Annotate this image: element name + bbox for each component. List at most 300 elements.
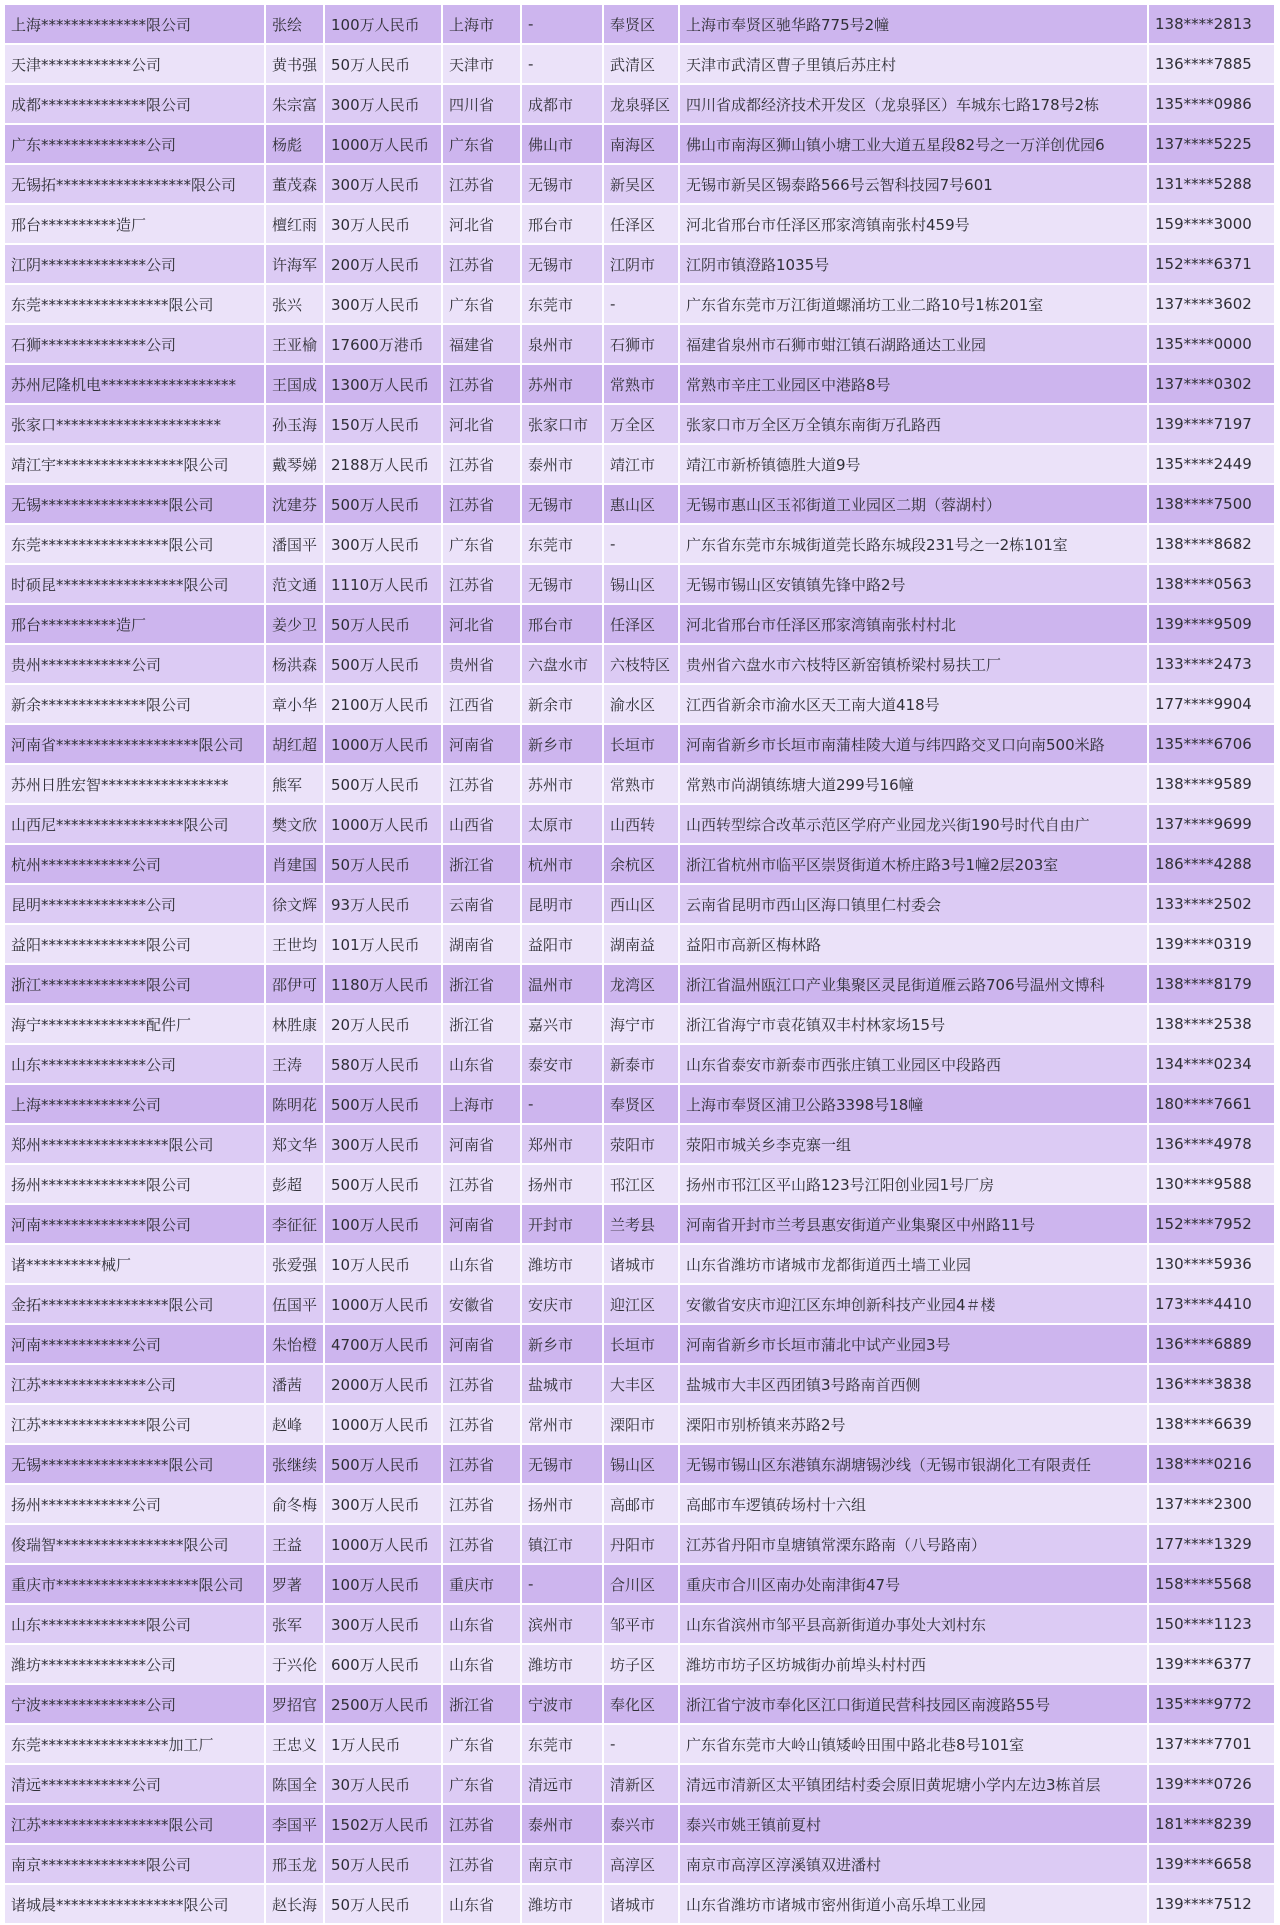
address-cell: 上海市奉贤区驰华路775号2幢 <box>679 5 1148 44</box>
table-row <box>5 1164 1275 1204</box>
legal-person-cell: 张兴 <box>265 284 324 324</box>
district-cell: 南海区 <box>603 124 679 164</box>
city-cell: - <box>521 1084 603 1124</box>
district-cell: 荥阳市 <box>603 1124 679 1164</box>
registered-capital-cell: 30万人民币 <box>324 1764 442 1804</box>
address-cell: 靖江市新桥镇德胜大道9号 <box>679 444 1148 484</box>
province-cell: 山东省 <box>442 1604 521 1644</box>
address-cell: 山东省潍坊市诸城市密州街道小高乐埠工业园 <box>679 1884 1148 1924</box>
company-name-cell: 东莞*****************限公司 <box>5 524 265 564</box>
registered-capital-cell: 10万人民币 <box>324 1244 442 1284</box>
phone-cell: 158****5568 <box>1148 1564 1275 1604</box>
city-cell: 邢台市 <box>521 204 603 244</box>
address-cell: 四川省成都经济技术开发区（龙泉驿区）车城东七路178号2栋 <box>679 84 1148 124</box>
city-cell: 清远市 <box>521 1764 603 1804</box>
table-row <box>5 764 1275 804</box>
company-name-cell: 无锡拓******************限公司 <box>5 164 265 204</box>
province-cell: 重庆市 <box>442 1564 521 1604</box>
registered-capital-cell: 2000万人民币 <box>324 1364 442 1404</box>
company-table-container <box>5 5 1275 1925</box>
district-cell: 清新区 <box>603 1764 679 1804</box>
legal-person-cell: 樊文欣 <box>265 804 324 844</box>
address-cell: 益阳市高新区梅林路 <box>679 924 1148 964</box>
company-name-cell: 成都**************限公司 <box>5 84 265 124</box>
table-row <box>5 164 1275 204</box>
company-name-cell: 河南省*******************限公司 <box>5 724 265 764</box>
table-row <box>5 1124 1275 1164</box>
address-cell: 福建省泉州市石狮市蚶江镇石湖路通达工业园 <box>679 324 1148 364</box>
registered-capital-cell: 580万人民币 <box>324 1044 442 1084</box>
address-cell: 河北省邢台市任泽区邢家湾镇南张村村北 <box>679 604 1148 644</box>
phone-cell: 136****6889 <box>1148 1324 1275 1364</box>
phone-cell: 137****2300 <box>1148 1484 1275 1524</box>
registered-capital-cell: 1180万人民币 <box>324 964 442 1004</box>
phone-cell: 135****0986 <box>1148 84 1275 124</box>
province-cell: 江苏省 <box>442 1804 521 1844</box>
phone-cell: 180****7661 <box>1148 1084 1275 1124</box>
province-cell: 天津市 <box>442 44 521 84</box>
phone-cell: 138****6639 <box>1148 1404 1275 1444</box>
city-cell: 泰州市 <box>521 1804 603 1844</box>
district-cell: 迎江区 <box>603 1284 679 1324</box>
phone-cell: 138****0216 <box>1148 1444 1275 1484</box>
address-cell: 溧阳市别桥镇来苏路2号 <box>679 1404 1148 1444</box>
company-name-cell: 江苏**************限公司 <box>5 1404 265 1444</box>
legal-person-cell: 李国平 <box>265 1804 324 1844</box>
registered-capital-cell: 1000万人民币 <box>324 1404 442 1444</box>
table-row <box>5 1044 1275 1084</box>
province-cell: 江苏省 <box>442 1364 521 1404</box>
table-row <box>5 404 1275 444</box>
table-row <box>5 1284 1275 1324</box>
company-name-cell: 东莞*****************加工厂 <box>5 1724 265 1764</box>
city-cell: 潍坊市 <box>521 1244 603 1284</box>
address-cell: 无锡市锡山区东港镇东湖塘锡沙线（无锡市银湖化工有限责任 <box>679 1444 1148 1484</box>
phone-cell: 139****9509 <box>1148 604 1275 644</box>
registered-capital-cell: 2500万人民币 <box>324 1684 442 1724</box>
legal-person-cell: 俞冬梅 <box>265 1484 324 1524</box>
registered-capital-cell: 500万人民币 <box>324 644 442 684</box>
city-cell: 益阳市 <box>521 924 603 964</box>
province-cell: 山东省 <box>442 1044 521 1084</box>
table-row <box>5 844 1275 884</box>
district-cell: 溧阳市 <box>603 1404 679 1444</box>
phone-cell: 139****6377 <box>1148 1644 1275 1684</box>
company-name-cell: 无锡*****************限公司 <box>5 1444 265 1484</box>
company-name-cell: 苏州日胜宏智***************** <box>5 764 265 804</box>
phone-cell: 134****0234 <box>1148 1044 1275 1084</box>
company-name-cell: 江阴**************公司 <box>5 244 265 284</box>
city-cell: 邢台市 <box>521 604 603 644</box>
registered-capital-cell: 50万人民币 <box>324 1884 442 1924</box>
province-cell: 河北省 <box>442 404 521 444</box>
province-cell: 上海市 <box>442 5 521 44</box>
company-name-cell: 上海**************限公司 <box>5 5 265 44</box>
district-cell: 常熟市 <box>603 364 679 404</box>
legal-person-cell: 张军 <box>265 1604 324 1644</box>
legal-person-cell: 徐文辉 <box>265 884 324 924</box>
legal-person-cell: 赵长海 <box>265 1884 324 1924</box>
legal-person-cell: 郑文华 <box>265 1124 324 1164</box>
company-name-cell: 杭州************公司 <box>5 844 265 884</box>
province-cell: 广东省 <box>442 124 521 164</box>
city-cell: 嘉兴市 <box>521 1004 603 1044</box>
registered-capital-cell: 500万人民币 <box>324 1164 442 1204</box>
address-cell: 江西省新余市渝水区天工南大道418号 <box>679 684 1148 724</box>
city-cell: 东莞市 <box>521 524 603 564</box>
address-cell: 常熟市尚湖镇练塘大道299号16幢 <box>679 764 1148 804</box>
address-cell: 浙江省海宁市袁花镇双丰村林家场15号 <box>679 1004 1148 1044</box>
province-cell: 湖南省 <box>442 924 521 964</box>
registered-capital-cell: 2100万人民币 <box>324 684 442 724</box>
table-row <box>5 564 1275 604</box>
company-name-cell: 浙江**************限公司 <box>5 964 265 1004</box>
province-cell: 江西省 <box>442 684 521 724</box>
district-cell: 大丰区 <box>603 1364 679 1404</box>
province-cell: 江苏省 <box>442 1484 521 1524</box>
company-name-cell: 金拓*****************限公司 <box>5 1284 265 1324</box>
city-cell: - <box>521 5 603 44</box>
province-cell: 江苏省 <box>442 764 521 804</box>
legal-person-cell: 潘国平 <box>265 524 324 564</box>
company-name-cell: 苏州尼隆机电****************** <box>5 364 265 404</box>
table-row <box>5 1644 1275 1684</box>
province-cell: 浙江省 <box>442 964 521 1004</box>
registered-capital-cell: 1300万人民币 <box>324 364 442 404</box>
phone-cell: 133****2473 <box>1148 644 1275 684</box>
table-row <box>5 964 1275 1004</box>
legal-person-cell: 张爱强 <box>265 1244 324 1284</box>
company-name-cell: 诸城晨*****************限公司 <box>5 1884 265 1924</box>
legal-person-cell: 邵伊可 <box>265 964 324 1004</box>
district-cell: 任泽区 <box>603 204 679 244</box>
phone-cell: 139****6658 <box>1148 1844 1275 1884</box>
table-row <box>5 244 1275 284</box>
province-cell: 江苏省 <box>442 1164 521 1204</box>
legal-person-cell: 伍国平 <box>265 1284 324 1324</box>
table-row <box>5 444 1275 484</box>
legal-person-cell: 檀红雨 <box>265 204 324 244</box>
legal-person-cell: 潘茜 <box>265 1364 324 1404</box>
table-row <box>5 1324 1275 1364</box>
registered-capital-cell: 300万人民币 <box>324 84 442 124</box>
district-cell: 兰考县 <box>603 1204 679 1244</box>
district-cell: 奉贤区 <box>603 5 679 44</box>
province-cell: 河南省 <box>442 724 521 764</box>
legal-person-cell: 陈明花 <box>265 1084 324 1124</box>
address-cell: 山东省泰安市新泰市西张庄镇工业园区中段路西 <box>679 1044 1148 1084</box>
registered-capital-cell: 300万人民币 <box>324 1604 442 1644</box>
registered-capital-cell: 2188万人民币 <box>324 444 442 484</box>
address-cell: 重庆市合川区南办处南津街47号 <box>679 1564 1148 1604</box>
table-row <box>5 1524 1275 1564</box>
city-cell: 新余市 <box>521 684 603 724</box>
address-cell: 浙江省宁波市奉化区江口街道民营科技园区南渡路55号 <box>679 1684 1148 1724</box>
phone-cell: 181****8239 <box>1148 1804 1275 1844</box>
address-cell: 浙江省杭州市临平区崇贤街道木桥庄路3号1幢2层203室 <box>679 844 1148 884</box>
city-cell: 新乡市 <box>521 724 603 764</box>
phone-cell: 137****0302 <box>1148 364 1275 404</box>
company-name-cell: 清远************公司 <box>5 1764 265 1804</box>
table-row <box>5 1724 1275 1764</box>
registered-capital-cell: 4700万人民币 <box>324 1324 442 1364</box>
legal-person-cell: 王益 <box>265 1524 324 1564</box>
legal-person-cell: 陈国全 <box>265 1764 324 1804</box>
district-cell: 江阴市 <box>603 244 679 284</box>
address-cell: 高邮市车逻镇砖场村十六组 <box>679 1484 1148 1524</box>
province-cell: 江苏省 <box>442 244 521 284</box>
registered-capital-cell: 300万人民币 <box>324 1484 442 1524</box>
phone-cell: 177****1329 <box>1148 1524 1275 1564</box>
company-name-cell: 宁波**************公司 <box>5 1684 265 1724</box>
district-cell: 常熟市 <box>603 764 679 804</box>
province-cell: 山西省 <box>442 804 521 844</box>
company-name-cell: 邢台**********造厂 <box>5 204 265 244</box>
address-cell: 河南省新乡市长垣市南蒲桂陵大道与纬四路交叉口向南500米路 <box>679 724 1148 764</box>
registered-capital-cell: 100万人民币 <box>324 5 442 44</box>
city-cell: 常州市 <box>521 1404 603 1444</box>
address-cell: 广东省东莞市大岭山镇矮岭田围中路北巷8号101室 <box>679 1724 1148 1764</box>
city-cell: 扬州市 <box>521 1484 603 1524</box>
legal-person-cell: 王国成 <box>265 364 324 404</box>
phone-cell: 131****5288 <box>1148 164 1275 204</box>
registered-capital-cell: 1000万人民币 <box>324 124 442 164</box>
district-cell: - <box>603 524 679 564</box>
address-cell: 浙江省温州瓯江口产业集聚区灵昆街道雁云路706号温州文博科 <box>679 964 1148 1004</box>
address-cell: 无锡市惠山区玉祁街道工业园区二期（蓉湖村） <box>679 484 1148 524</box>
phone-cell: 138****2538 <box>1148 1004 1275 1044</box>
address-cell: 张家口市万全区万全镇东南街万孔路西 <box>679 404 1148 444</box>
address-cell: 山东省滨州市邹平县高新街道办事处大刘村东 <box>679 1604 1148 1644</box>
city-cell: 扬州市 <box>521 1164 603 1204</box>
province-cell: 云南省 <box>442 884 521 924</box>
phone-cell: 139****0726 <box>1148 1764 1275 1804</box>
province-cell: 广东省 <box>442 284 521 324</box>
city-cell: 泰安市 <box>521 1044 603 1084</box>
phone-cell: 139****0319 <box>1148 924 1275 964</box>
address-cell: 荥阳市城关乡李克寨一组 <box>679 1124 1148 1164</box>
district-cell: 龙泉驿区 <box>603 84 679 124</box>
district-cell: 锡山区 <box>603 564 679 604</box>
district-cell: 长垣市 <box>603 1324 679 1364</box>
company-table <box>5 5 1276 1925</box>
district-cell: 靖江市 <box>603 444 679 484</box>
company-name-cell: 山东**************限公司 <box>5 1604 265 1644</box>
legal-person-cell: 沈建芬 <box>265 484 324 524</box>
city-cell: 新乡市 <box>521 1324 603 1364</box>
city-cell: 潍坊市 <box>521 1884 603 1924</box>
registered-capital-cell: 100万人民币 <box>324 1204 442 1244</box>
phone-cell: 136****4978 <box>1148 1124 1275 1164</box>
address-cell: 河南省新乡市长垣市蒲北中试产业园3号 <box>679 1324 1148 1364</box>
legal-person-cell: 王涛 <box>265 1044 324 1084</box>
phone-cell: 173****4410 <box>1148 1284 1275 1324</box>
table-row <box>5 1884 1275 1924</box>
registered-capital-cell: 150万人民币 <box>324 404 442 444</box>
district-cell: 余杭区 <box>603 844 679 884</box>
city-cell: 开封市 <box>521 1204 603 1244</box>
legal-person-cell: 王忠义 <box>265 1724 324 1764</box>
address-cell: 河北省邢台市任泽区邢家湾镇南张村459号 <box>679 204 1148 244</box>
legal-person-cell: 彭超 <box>265 1164 324 1204</box>
company-name-cell: 广东**************公司 <box>5 124 265 164</box>
province-cell: 河北省 <box>442 204 521 244</box>
table-row <box>5 284 1275 324</box>
company-name-cell: 江苏*****************限公司 <box>5 1804 265 1844</box>
phone-cell: 137****5225 <box>1148 124 1275 164</box>
district-cell: 海宁市 <box>603 1004 679 1044</box>
legal-person-cell: 林胜康 <box>265 1004 324 1044</box>
city-cell: 苏州市 <box>521 764 603 804</box>
table-row <box>5 1804 1275 1844</box>
phone-cell: 130****5936 <box>1148 1244 1275 1284</box>
city-cell: - <box>521 44 603 84</box>
company-name-cell: 潍坊**************公司 <box>5 1644 265 1684</box>
province-cell: 江苏省 <box>442 1524 521 1564</box>
province-cell: 江苏省 <box>442 484 521 524</box>
district-cell: 湖南益 <box>603 924 679 964</box>
address-cell: 贵州省六盘水市六枝特区新窑镇桥梁村易扶工厂 <box>679 644 1148 684</box>
company-name-cell: 扬州**************限公司 <box>5 1164 265 1204</box>
registered-capital-cell: 17600万港币 <box>324 324 442 364</box>
address-cell: 佛山市南海区狮山镇小塘工业大道五星段82号之一万洋创优园6 <box>679 124 1148 164</box>
phone-cell: 137****7701 <box>1148 1724 1275 1764</box>
table-row <box>5 684 1275 724</box>
table-row <box>5 1084 1275 1124</box>
city-cell: 苏州市 <box>521 364 603 404</box>
city-cell: 郑州市 <box>521 1124 603 1164</box>
district-cell: 新吴区 <box>603 164 679 204</box>
company-name-cell: 诸**********械厂 <box>5 1244 265 1284</box>
phone-cell: 138****2813 <box>1148 5 1275 44</box>
company-name-cell: 南京**************限公司 <box>5 1844 265 1884</box>
district-cell: 奉化区 <box>603 1684 679 1724</box>
district-cell: 合川区 <box>603 1564 679 1604</box>
phone-cell: 136****7885 <box>1148 44 1275 84</box>
legal-person-cell: 孙玉海 <box>265 404 324 444</box>
city-cell: 安庆市 <box>521 1284 603 1324</box>
address-cell: 泰兴市姚王镇前夏村 <box>679 1804 1148 1844</box>
table-body <box>5 5 1275 1924</box>
district-cell: 新泰市 <box>603 1044 679 1084</box>
registered-capital-cell: 500万人民币 <box>324 484 442 524</box>
legal-person-cell: 张绘 <box>265 5 324 44</box>
registered-capital-cell: 1000万人民币 <box>324 1284 442 1324</box>
legal-person-cell: 董茂森 <box>265 164 324 204</box>
registered-capital-cell: 500万人民币 <box>324 1444 442 1484</box>
legal-person-cell: 王世均 <box>265 924 324 964</box>
city-cell: 泰州市 <box>521 444 603 484</box>
city-cell: 温州市 <box>521 964 603 1004</box>
province-cell: 广东省 <box>442 1764 521 1804</box>
phone-cell: 177****9904 <box>1148 684 1275 724</box>
company-name-cell: 郑州*****************限公司 <box>5 1124 265 1164</box>
company-name-cell: 新余**************限公司 <box>5 684 265 724</box>
company-name-cell: 时硕昆*****************限公司 <box>5 564 265 604</box>
district-cell: 山西转 <box>603 804 679 844</box>
city-cell: 六盘水市 <box>521 644 603 684</box>
address-cell: 盐城市大丰区西团镇3号路南首西侧 <box>679 1364 1148 1404</box>
table-row <box>5 884 1275 924</box>
city-cell: 南京市 <box>521 1844 603 1884</box>
phone-cell: 139****7512 <box>1148 1884 1275 1924</box>
registered-capital-cell: 500万人民币 <box>324 1084 442 1124</box>
table-row <box>5 84 1275 124</box>
company-name-cell: 张家口********************** <box>5 404 265 444</box>
table-row <box>5 1004 1275 1044</box>
table-row <box>5 1244 1275 1284</box>
phone-cell: 138****8682 <box>1148 524 1275 564</box>
district-cell: 渝水区 <box>603 684 679 724</box>
registered-capital-cell: 50万人民币 <box>324 44 442 84</box>
city-cell: 无锡市 <box>521 564 603 604</box>
phone-cell: 150****1123 <box>1148 1604 1275 1644</box>
phone-cell: 137****3602 <box>1148 284 1275 324</box>
province-cell: 河北省 <box>442 604 521 644</box>
address-cell: 江苏省丹阳市皇塘镇常溧东路南（八号路南） <box>679 1524 1148 1564</box>
table-row <box>5 1844 1275 1884</box>
registered-capital-cell: 1000万人民币 <box>324 1524 442 1564</box>
city-cell: - <box>521 1564 603 1604</box>
legal-person-cell: 许海军 <box>265 244 324 284</box>
district-cell: 石狮市 <box>603 324 679 364</box>
company-name-cell: 山东**************公司 <box>5 1044 265 1084</box>
company-name-cell: 海宁**************配件厂 <box>5 1004 265 1044</box>
registered-capital-cell: 200万人民币 <box>324 244 442 284</box>
address-cell: 山东省潍坊市诸城市龙都街道西土墙工业园 <box>679 1244 1148 1284</box>
province-cell: 上海市 <box>442 1084 521 1124</box>
district-cell: - <box>603 284 679 324</box>
province-cell: 江苏省 <box>442 564 521 604</box>
address-cell: 江阴市镇澄路1035号 <box>679 244 1148 284</box>
phone-cell: 138****9589 <box>1148 764 1275 804</box>
legal-person-cell: 杨洪森 <box>265 644 324 684</box>
registered-capital-cell: 50万人民币 <box>324 844 442 884</box>
city-cell: 潍坊市 <box>521 1644 603 1684</box>
province-cell: 广东省 <box>442 524 521 564</box>
phone-cell: 135****9772 <box>1148 1684 1275 1724</box>
province-cell: 山东省 <box>442 1884 521 1924</box>
district-cell: 武清区 <box>603 44 679 84</box>
city-cell: 泉州市 <box>521 324 603 364</box>
province-cell: 浙江省 <box>442 1684 521 1724</box>
province-cell: 福建省 <box>442 324 521 364</box>
legal-person-cell: 朱怡橙 <box>265 1324 324 1364</box>
phone-cell: 135****0000 <box>1148 324 1275 364</box>
province-cell: 江苏省 <box>442 164 521 204</box>
province-cell: 河南省 <box>442 1124 521 1164</box>
district-cell: 邹平市 <box>603 1604 679 1644</box>
table-row <box>5 1684 1275 1724</box>
table-row <box>5 1204 1275 1244</box>
phone-cell: 133****2502 <box>1148 884 1275 924</box>
address-cell: 山西转型综合改革示范区学府产业园龙兴街190号时代自由广 <box>679 804 1148 844</box>
table-row <box>5 204 1275 244</box>
address-cell: 安徽省安庆市迎江区东坤创新科技产业园4＃楼 <box>679 1284 1148 1324</box>
legal-person-cell: 胡红超 <box>265 724 324 764</box>
address-cell: 无锡市锡山区安镇镇先锋中路2号 <box>679 564 1148 604</box>
address-cell: 河南省开封市兰考县惠安街道产业集聚区中州路11号 <box>679 1204 1148 1244</box>
company-name-cell: 上海************公司 <box>5 1084 265 1124</box>
city-cell: 昆明市 <box>521 884 603 924</box>
phone-cell: 152****6371 <box>1148 244 1275 284</box>
province-cell: 山东省 <box>442 1244 521 1284</box>
registered-capital-cell: 1000万人民币 <box>324 724 442 764</box>
legal-person-cell: 赵峰 <box>265 1404 324 1444</box>
company-name-cell: 江苏**************公司 <box>5 1364 265 1404</box>
city-cell: 佛山市 <box>521 124 603 164</box>
legal-person-cell: 张继续 <box>265 1444 324 1484</box>
